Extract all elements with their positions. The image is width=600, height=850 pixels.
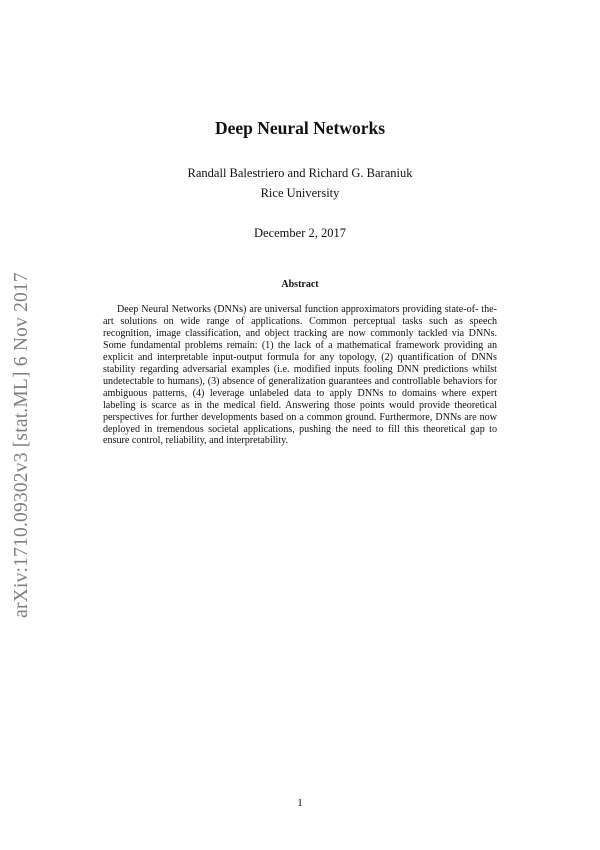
page-number: 1 [297,797,303,809]
author-affiliation: Rice University [260,186,340,200]
arxiv-identifier-stamp: arXiv:1710.09302v3 [stat.ML] 6 Nov 2017 [11,272,32,618]
abstract-heading: Abstract [281,279,319,290]
paper-authors: Randall Balestriero and Richard G. Baraniuk [187,166,413,180]
paper-title: Deep Neural Networks [214,118,386,138]
abstract-body: Deep Neural Networks (DNNs) are universal function approximators providing state-of- the-art solutions on wide range of applications. Common perceptual tasks such as speech recognition, image classification, and object tracking are now commonly tackled via DNNs. Some fundamental problems remain: (1) the lack of a mathematical framework providing an explicit and interpretable input-output formula for any topology, (2) quantification of DNNs stability regarding adversarial examples (i.e. modified inputs fooling DNN predictions whilst undetectable to humans), (3) absence of generalization guarantees and controllable behaviors for ambiguous patterns, (4) leverage unlabeled data to apply DNNs to domains where expert labeling is scarce as in the medical field. Answering those points would provide theoretical perspectives for further developments based on a common ground. Furthermore, DNNs are now deployed in tremendous societal applications, pushing the need to fill this theoretical gap to ensure control, reliability, and interpretability. [103,304,497,447]
paper-date: December 2, 2017 [254,226,346,240]
